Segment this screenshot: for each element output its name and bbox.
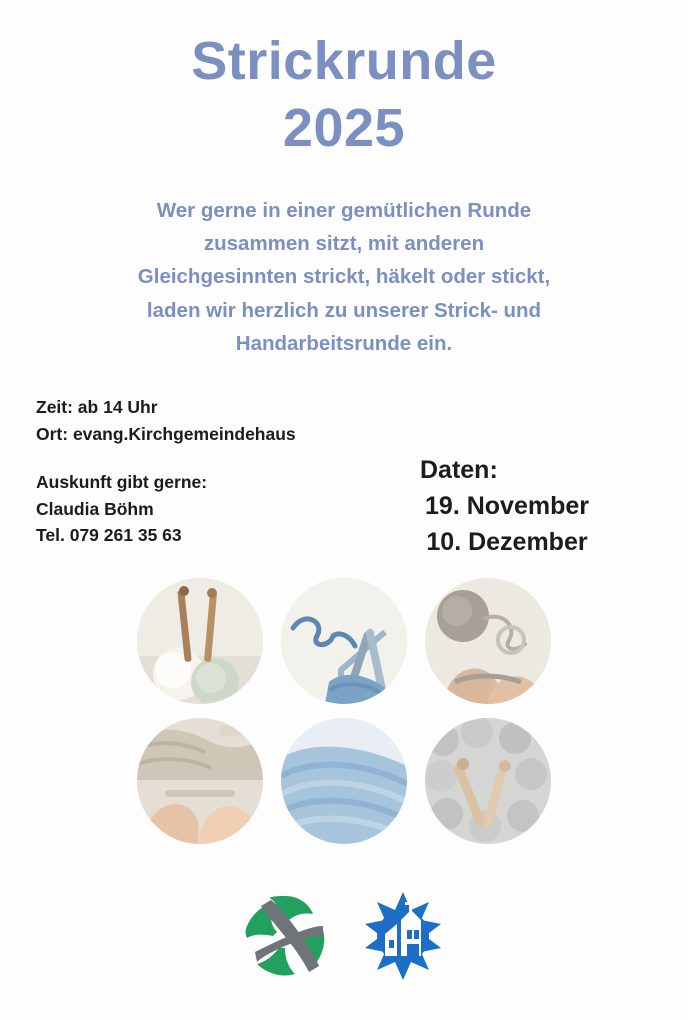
contact-phone: Tel. 079 261 35 63 [36, 525, 182, 546]
info-area [0, 394, 688, 584]
intro-line-1: Wer gerne in einer gemütlichen Runde [156, 198, 532, 222]
photo-gallery [0, 578, 688, 858]
event-details [36, 394, 296, 549]
date-item-1: 19. November [425, 492, 589, 521]
photo-blue-knitted-fabric [281, 718, 407, 844]
photo-yarn-balls-needles [137, 578, 263, 704]
details-spacer [36, 447, 296, 469]
title-line-1: Strickrunde [191, 31, 497, 91]
photo-chunky-grey-knit [425, 718, 551, 844]
logo-row [0, 890, 688, 982]
intro-line-5: Handarbeitsrunde ein. [235, 331, 453, 355]
contact-name: Claudia Böhm [36, 498, 154, 519]
logo-blue-church [357, 890, 449, 982]
dates-heading: Daten: [420, 455, 498, 484]
date-item-2: 10. Dezember [426, 528, 588, 557]
intro-paragraph [74, 194, 614, 360]
logo-green-cross [239, 890, 331, 982]
photo-hands-knitting-cream [137, 718, 263, 844]
event-time: Zeit: ab 14 Uhr [36, 396, 158, 417]
title-line-2: 2025 [282, 97, 406, 158]
dates-block [372, 452, 642, 561]
intro-line-4: laden wir herzlich zu unserer Strick- und [146, 298, 542, 322]
photo-row-bottom [0, 718, 688, 844]
poster-title [0, 0, 688, 162]
photo-blue-yarn-knitting [281, 578, 407, 704]
photo-hands-knitting-grey [425, 578, 551, 704]
intro-line-3: Gleichgesinnten strickt, häkelt oder stickt, [137, 265, 551, 289]
photo-row-top [0, 578, 688, 704]
intro-line-2: zusammen sitzt, mit anderen [203, 232, 485, 256]
event-place: Ort: evang.Kirchgemeindehaus [36, 423, 296, 444]
contact-label: Auskunft gibt gerne: [36, 472, 208, 493]
